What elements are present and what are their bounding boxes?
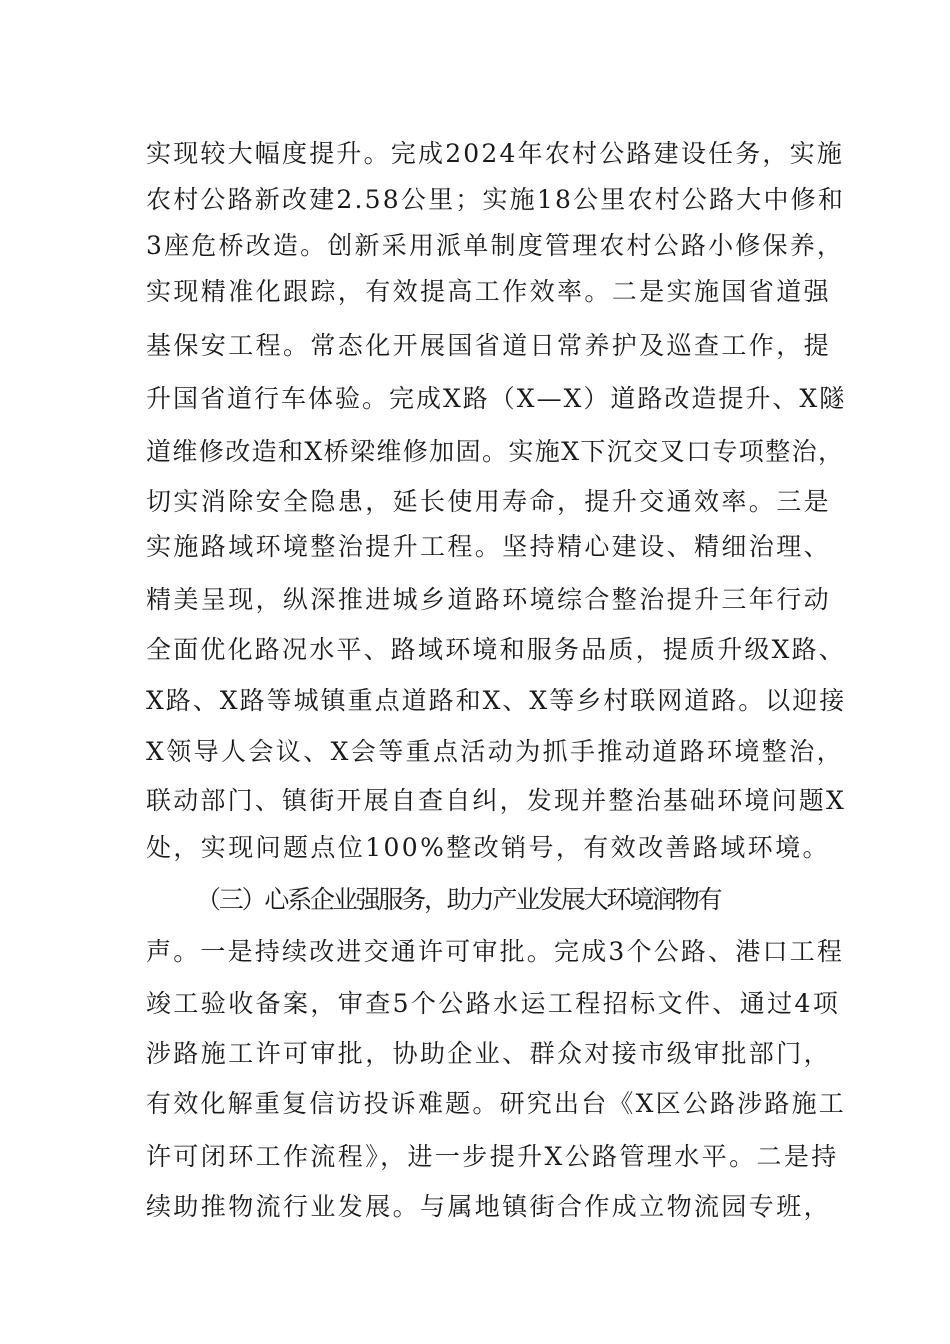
text-line: 实现较大幅度提升。完成2024年农村公路建设任务，实施	[146, 139, 845, 168]
text-line: 续助推物流行业发展。与属地镇街合作成立物流园专班，	[146, 1192, 832, 1221]
text-line: 实现精准化跟踪，有效提高工作效率。二是实施国省道强	[146, 277, 832, 306]
text-line: 许可闭环工作流程》，进一步提升X公路管理水平。二是持	[146, 1142, 839, 1171]
text-line: 精美呈现，纵深推进城乡道路环境综合整治提升三年行动	[146, 585, 832, 614]
text-line: 联动部门、镇街开展自查自纠，发现并整治基础环境问题X	[146, 786, 847, 815]
text-line: 道维修改造和X桥梁维修加固。实施X下沉交叉口专项整治，	[146, 437, 845, 466]
text-line: 基保安工程。常态化开展国省道日常养护及巡查工作，提	[146, 331, 832, 360]
text-line: X路、X路等城镇重点道路和X、X等乡村联网道路。以迎接	[146, 686, 847, 715]
text-line: 有效化解重复信访投诉难题。研究出台《X区公路涉路施工	[146, 1089, 847, 1118]
text-line: 涉路施工许可审批，协助企业、群众对接市级审批部门，	[146, 1039, 832, 1068]
text-line: 实施路域环境整治提升工程。坚持精心建设、精细治理、	[146, 532, 832, 561]
text-line: 切实消除安全隐患，延长使用寿命，提升交通效率。三是	[146, 487, 832, 516]
section-heading-line: （三）心系企业强服务，助力产业发展大环境润物有	[196, 885, 721, 914]
text-line: 竣工验收备案，审查5个公路水运工程招标文件、通过4项	[146, 989, 841, 1018]
text-line: 3座危桥改造。创新采用派单制度管理农村公路小修保养，	[146, 231, 845, 260]
text-line: 全面优化路况水平、路域环境和服务品质，提质升级X路、	[146, 635, 847, 664]
text-line: 处，实现问题点位100%整改销号，有效改善路域环境。	[146, 833, 830, 862]
text-line: X领导人会议、X会等重点活动为抓手推动道路环境整治，	[146, 737, 844, 766]
text-line: 升国省道行车体验。完成X路（X—X）道路改造提升、X隧	[146, 384, 847, 413]
text-line: 农村公路新改建2.58公里；实施18公里农村公路大中修和	[146, 185, 846, 214]
text-line: 声。一是持续改进交通许可审批。完成3个公路、港口工程	[146, 937, 845, 966]
